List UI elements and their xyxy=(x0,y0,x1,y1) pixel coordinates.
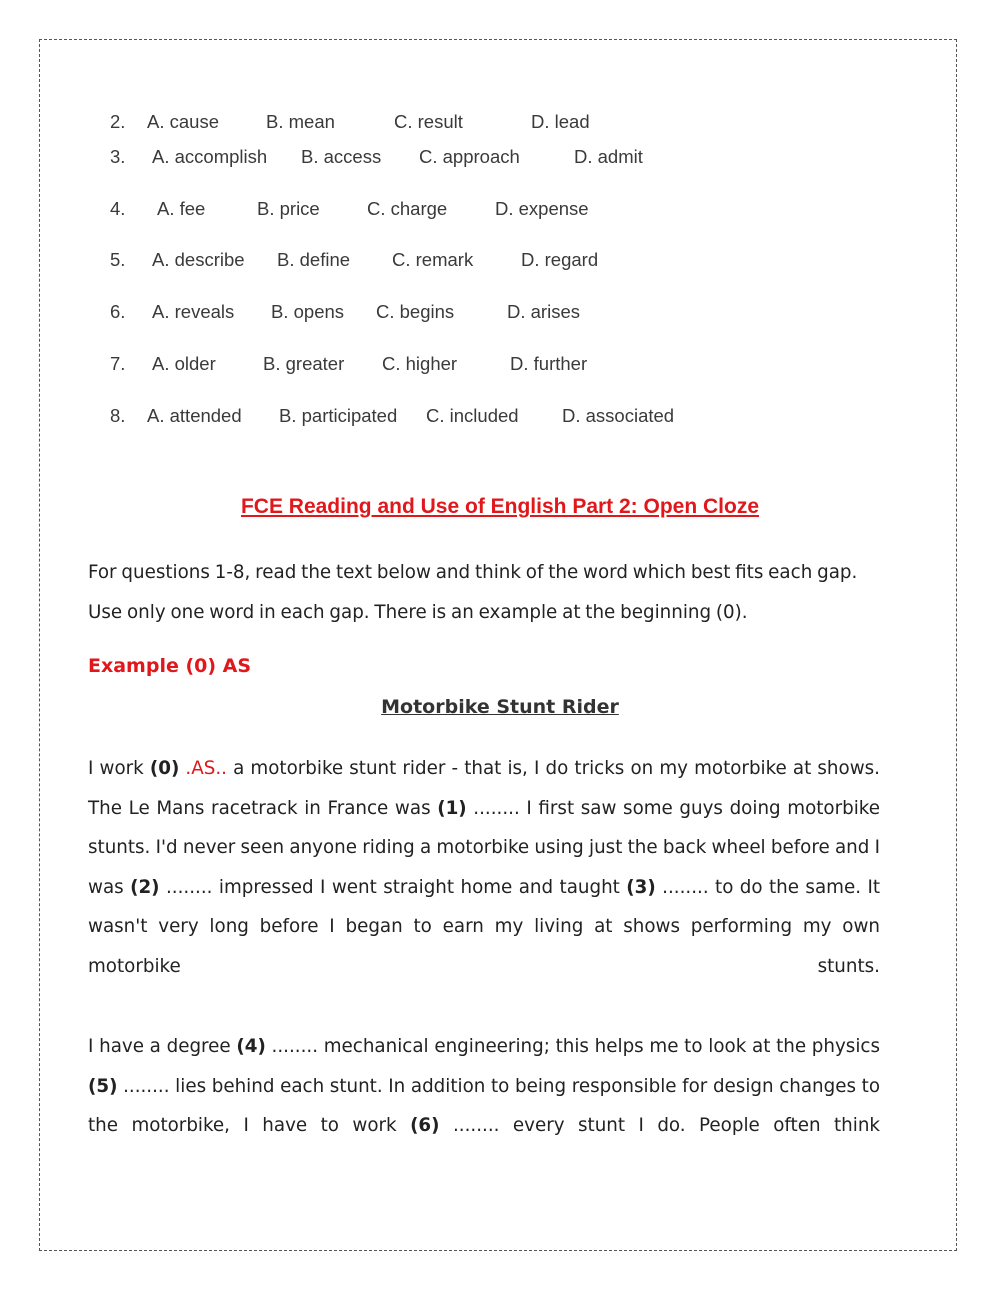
option-b: B. opens xyxy=(271,301,345,322)
gap-4-number: (4) xyxy=(236,1036,266,1057)
option-d: D. expense xyxy=(495,198,589,219)
gap-1-number: (1) xyxy=(437,797,467,819)
option-d: D. further xyxy=(510,353,588,374)
option-a: A. attended xyxy=(147,405,242,426)
option-b: B. greater xyxy=(263,353,345,374)
text: ........ I first saw some guys doing motorbike stunts. I'd never seen anyone riding a motorbike using just the back wheel before and I was xyxy=(88,797,880,898)
option-c: C. higher xyxy=(382,353,458,374)
option-a: A. cause xyxy=(147,111,219,132)
text: ........ lies behind each stunt. In addition to being responsible for design changes to the motorbike, I have to work xyxy=(88,1075,880,1137)
text: a motorbike stunt rider - that is, I do tricks on my motorbike at shows. The Le Mans racetrack in France was xyxy=(88,758,880,819)
option-c: C. charge xyxy=(367,198,448,219)
option-d: D. regard xyxy=(521,249,599,270)
option-c: C. remark xyxy=(392,249,474,270)
story-title: Motorbike Stunt Rider xyxy=(381,696,619,718)
text: ........ mechanical engineering; this helps me to look at the physics xyxy=(265,1036,880,1057)
question-number: 2. xyxy=(110,111,126,132)
text: ........ to do the same. It wasn't very long before I began to earn my living at shows performing my own motorbike stunts. xyxy=(88,876,881,977)
example-label: Example (0) AS xyxy=(88,655,252,677)
question-number: 7. xyxy=(110,353,126,374)
option-a: A. fee xyxy=(157,198,206,219)
question-number: 4. xyxy=(110,198,126,219)
option-b: B. participated xyxy=(279,405,398,426)
instructions: For questions 1-8, read the text below and think of the word which best fits each gap. Use only one word in each gap. There is an example at the beginning (0). xyxy=(88,562,858,623)
story-paragraph-1 xyxy=(88,749,880,987)
gap-6-number: (6) xyxy=(410,1115,440,1137)
text: I have a degree xyxy=(88,1036,237,1057)
text: ........ every stunt I do. People often think xyxy=(439,1115,880,1137)
gap-2-number: (2) xyxy=(130,876,160,898)
option-d: D. lead xyxy=(531,111,590,132)
option-a: A. older xyxy=(152,353,216,374)
option-b: B. price xyxy=(257,198,320,219)
option-a: A. accomplish xyxy=(152,146,268,167)
option-d: D. admit xyxy=(574,146,643,167)
gap-0-answer: .AS.. xyxy=(179,758,227,779)
question-number: 6. xyxy=(110,301,126,322)
option-b: B. mean xyxy=(266,111,335,132)
option-c: C. included xyxy=(426,405,519,426)
option-d: D. arises xyxy=(507,301,580,322)
question-number: 8. xyxy=(110,405,126,426)
question-number: 5. xyxy=(110,249,126,270)
option-b: B. access xyxy=(301,146,382,167)
gap-5-number: (5) xyxy=(88,1075,118,1097)
gap-0-number: (0) xyxy=(149,758,180,779)
option-a: A. reveals xyxy=(152,301,235,322)
section-heading: FCE Reading and Use of English Part 2: Open Cloze xyxy=(240,495,760,518)
option-a: A. describe xyxy=(152,249,245,270)
question-number: 3. xyxy=(110,146,126,167)
story-paragraph-2 xyxy=(88,1027,880,1146)
text: ........ impressed I went straight home and taught xyxy=(159,876,627,898)
option-d: D. associated xyxy=(562,405,675,426)
gap-3-number: (3) xyxy=(626,876,656,898)
option-b: B. define xyxy=(277,249,351,270)
option-c: C. begins xyxy=(376,301,455,322)
option-c: C. approach xyxy=(419,146,520,167)
text: I work xyxy=(88,758,150,779)
option-c: C. result xyxy=(394,111,463,132)
